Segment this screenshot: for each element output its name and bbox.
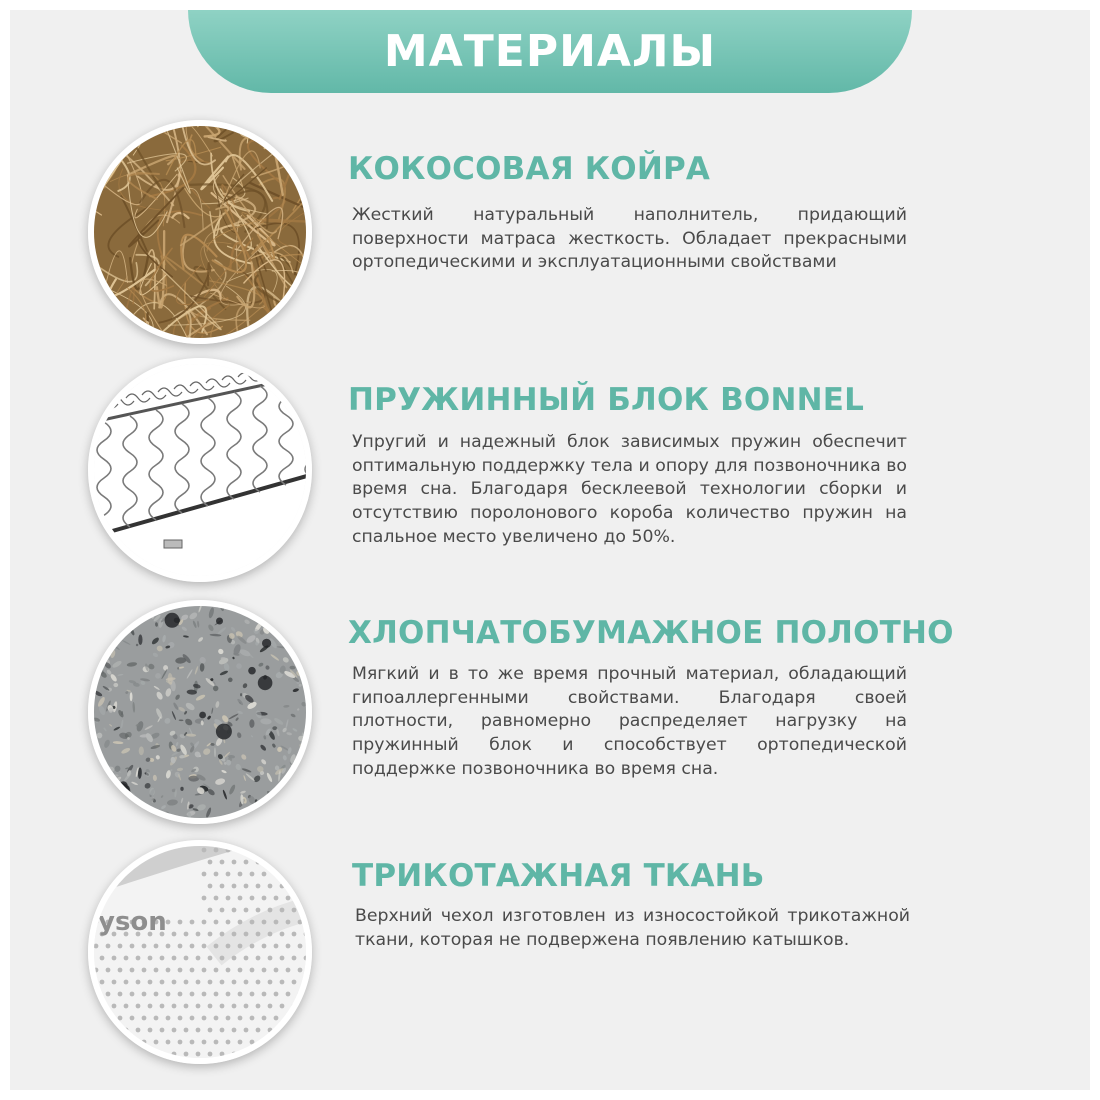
- knitted-fabric-title: ТРИКОТАЖНАЯ ТКАНЬ: [352, 858, 765, 894]
- coconut-coir-photo: [94, 126, 306, 338]
- cotton-fabric-title: ХЛОПЧАТОБУМАЖНОЕ ПОЛОТНО: [348, 615, 954, 651]
- knitted-fabric-description: Верхний чехол изготовлен из износостойкой трикотажной ткани, которая не подвержена появлению катышков.: [355, 906, 910, 950]
- knitted-fabric-photo: [94, 846, 306, 1058]
- cotton-fabric-photo: [94, 606, 306, 818]
- knitted-fabric-image: [88, 840, 312, 1064]
- spring-block-image: [88, 358, 312, 582]
- coconut-coir-description: Жесткий натуральный наполнитель, придающий поверхности матраса жесткость. Обладает прекрасными ортопедическими и эксплуатационными свойствами: [352, 205, 907, 273]
- cotton-fabric-description: Мягкий и в то же время прочный материал, обладающий гипоаллергенными свойствами. Благодаря своей плотности, равномерно распределяет нагрузку на пружинный блок и способствует ортопедической поддержке позвоночника во время сна.: [352, 664, 907, 779]
- coconut-coir-title: КОКОСОВАЯ КОЙРА: [348, 151, 711, 187]
- coconut-coir-image: [88, 120, 312, 344]
- page-title: МАТЕРИАЛЫ: [383, 26, 717, 77]
- header-banner: [188, 10, 912, 93]
- spring-block-title: ПРУЖИННЫЙ БЛОК BONNEL: [348, 382, 865, 418]
- cotton-fabric-image: [88, 600, 312, 824]
- spring-block-description: Упругий и надежный блок зависимых пружин обеспечит оптимальную поддержку тела и опору для позвоночника во время сна. Благодаря бесклеевой технологии сборки и отсутствию поролонового короба количество пружин на спальное место увеличено до 50%.: [352, 432, 907, 547]
- spring-block-photo: [94, 364, 306, 576]
- fabric-logo-text: yson: [98, 907, 167, 937]
